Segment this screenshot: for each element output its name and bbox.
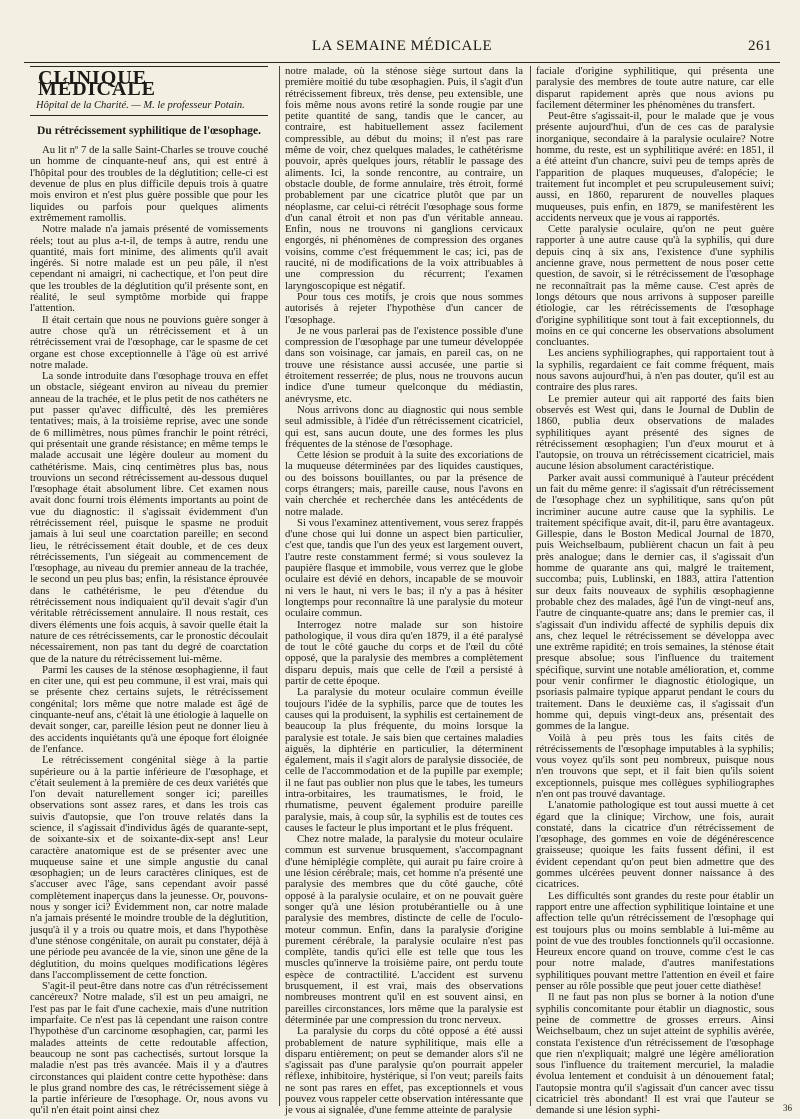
columns-container bbox=[24, 65, 780, 1117]
page-number: 261 bbox=[748, 38, 772, 54]
paragraph: La paralysie du corps du côté opposé a été aussi probablement de nature syphilitique, mais elle a disparu entièrement; on peut se demander alors s'il ne s'agissait pas d'une paralysie qu'on pourrait appeler réflexe, inhibitoire, hystérique, si l'on veut; pareils faits ne sont pas rares en effet, pas exceptionnels et vous pouvez vous rappeler cette observation intéressante que je vous ai signalée, d'une femme atteinte de paralysie bbox=[285, 1025, 524, 1117]
paragraph: Voilà à peu près tous les faits cités de rétrécissements de l'œsophage imputables à la syphilis; vous voyez qu'ils sont peu nombreux, puisque nous n'en trouvons que sept, et il fait bien qu'ils soient exceptionnels, puisque mes collègues syphiliographes n'en ont pas trouvé davantage. bbox=[536, 731, 774, 800]
paragraph: Il était certain que nous ne pouvions guère songer à autre chose qu'à un rétrécissement et à un rétrécissement vrai de l'œsophage, car le spasme de cet organe est chose exceptionnelle à l'âge où est arrivé notre malade. bbox=[30, 313, 268, 371]
paragraph: S'agit-il peut-être dans notre cas d'un rétrécissement cancéreux? Notre malade, s'il est un peu amaigri, ne l'est pas par le fait d'une cachexie, mais d'une nutrition imparfaite. Ce n'est pas là cependant une raison contre l'hypothèse d'un carcinome œsophagien, car, parmi les malades atteints de cette redoutable affection, beaucoup ne sont pas cachectisés, surtout lorsque la maladie n'est pas très avancée. Mais il y a d'autres circonstances qui plaident contre cette hypothèse: dans le plus grand nombre des cas, le rétrécissement siège à la partie inférieure de l'œsophage. Or, nous avons vu qu'il n'en était point ainsi chez bbox=[30, 980, 268, 1117]
paragraph: La sonde introduite dans l'œsophage trouva en effet un obstacle, siégeant environ au niveau du premier anneau de la trachée, et le plus petit de nos cathéters ne put passer qu'avec difficulté, dès les premières tentatives; mais, à la troisième reprise, avec une sonde de 6 millimètres, nous pûmes franchir le point rétréci, qui présentait une grande résistance; en même temps le malade accusait une légère douleur au moment du cathétérisme. Mais, cinq centimètres plus bas, nous trouvions un second rétrécissement au-dessous duquel l'œsophage était absolument libre. Cet examen nous avait donc fourni trois éléments importants au point de vue du diagnostic: il s'agissait évidemment d'un rétrécissement réel, puisque le spasme ne produit jamais à lui seul une coarctation pareille; en second lieu, le rétrécissement était double, et de ces deux rétrécissements, l'un siégeait au commencement de l'œsophage, au niveau du premier anneau de la trachée, le second un peu plus bas; enfin, la résistance éprouvée dans le cathétérisme, le peu d'étendue du rétrécissement nous indiquaient qu'il devait s'agir d'un véritable rétrécissement annulaire. Il nous restait, ces divers éléments une fois acquis, à savoir quelle était la nature de ces rétrécissements, car le pronostic découlait nécessairement, non pas tant du degré de coarctation que de la nature du rétrécissement lui-même. bbox=[30, 370, 268, 665]
paragraph: Parmi les causes de la sténose œsophagienne, il faut en citer une, qui est peu commune, il est vrai, mais qui se présente chez certains sujets, le rétrécissement congénital; lors même que notre malade est âgé de cinquante-neuf ans, c'était là une étiologie à laquelle on devait songer, car, pareille lésion peut ne donner lieu à des accidents inquiétants qu'à une époque fort éloignée de l'enfance. bbox=[30, 663, 268, 755]
running-header bbox=[24, 38, 780, 60]
paragraph: Cette paralysie oculaire, qu'on ne peut guère rapporter à une autre cause qu'à la syphilis, qui dure depuis cinq à six ans, l'existence d'une syphilis ancienne grave, nous permettent de nous poser cette question, de savoir, si le rétrécissement de l'œsophage ne reconnaîtrait pas la même cause. C'est après de longs détours que nous arrivons à supposer pareille étiologie, car les rétrécissements de l'œsophage d'origine syphilitique sont tout à fait exceptionnels, du moins en ce qui concerne les observations absolument concluantes. bbox=[536, 223, 774, 349]
paragraph: notre malade, où la sténose siège surtout dans la première moitié du tube œsophagien. Puis, il s'agit d'un rétrécissement fibreux, très dense, peu extensible, une fois même nous avons retiré la sonde rougie par une petite quantité de sang, tandis que le cancer, au contraire, est habituellement assez facilement compressible, au début du moins; il n'est pas rare même de voir, chez quelques malades, le cathétérisme pouvoir, après quelques jours, rétablir le passage des aliments. Ici, la sonde rencontre, au contraire, un obstacle double, de forme annulaire, très étroit, formé probablement par une cicatrice plutôt que par un néoplasme, car celui-ci rétrécit l'œsophage sous forme d'un canal étroit et non pas d'un véritable anneau. Enfin, nous ne trouvons ni ganglions cervicaux engorgés, ni phénomènes de compression des organes voisins, comme c'est fréquemment le cas; ici, pas de raucité, ni de modifications de la voix attribuables à une compression du récurrent; l'examen laryngoscopique est négatif. bbox=[285, 65, 523, 292]
paragraph: Au lit nº 7 de la salle Saint-Charles se trouve couché un homme de cinquante-neuf ans, qui est entré à l'hôpital pour des troubles de la déglutition; celle-ci est devenue de plus en plus difficile depuis trois à quatre mois environ et n'est plus guère possible que pour les liquides ou parfois pour quelques aliments extrêmement ramollis. bbox=[30, 144, 268, 224]
paragraph: Si vous l'examinez attentivement, vous serez frappés d'une chose qui lui donne un aspect bien particulier, c'est que, tandis que l'un des yeux est largement ouvert, l'autre reste constamment fermé; si vous soulevez la paupière flasque et immobile, vous verrez que le globe oculaire est dévié en dehors, incapable de se mouvoir ni vers le haut, ni vers le bas; il n'y a pas à hésiter longtemps pour reconnaître là une paralysie du moteur oculaire commun. bbox=[285, 516, 523, 620]
paragraph: Le rétrécissement congénital siège à la partie supérieure ou à la partie inférieure de l'œsophage, et c'était seulement à la première de ces deux variétés que l'on devait naturellement songer ici; pareilles observations sont assez rares, et dans les trois cas suivis d'autopsie, que l'on trouve relatés dans la science, il s'agissait d'individus âgés de quarante-sept, de soixante-six et de soixante-dix-sept ans! Leur caractère anatomique est de se présenter avec une muqueuse saine et une simple angustie du canal œsophagien; un de leurs caractères cliniques, est de s'accuser avec l'âge, sans cependant avoir passé complètement inaperçus dans la jeunesse. Or, pouvons-nous y songer ici? Évidemment non, car notre malade n'a jamais présenté le moindre trouble de la déglutition, jusqu'à il y a trois ou quatre mois, et dans l'hypothèse d'une sténose congénitale, on aurait pu constater, déjà à une période peu avancée de la vie, sinon une gêne de la déglutition, du moins quelques modifications légères dans l'accomplissement de cette fonction. bbox=[30, 754, 268, 981]
hospital-line: Hôpital de la Charité. — M. le professeur Potain. bbox=[36, 99, 245, 111]
paragraph: Nous arrivons donc au diagnostic qui nous semble seul admissible, à l'idée d'un rétrécissement cicatriciel, qui est, sans aucun doute, une des formes les plus fréquentes de la sténose de l'œsophage. bbox=[285, 403, 523, 450]
paragraph: Chez notre malade, la paralysie du moteur oculaire commun est survenue brusquement, s'accompagnant d'une hémiplégie complète, qui aurait pu faire croire à une lésion cérébrale; mais, cet homme n'a présenté une paralysie des membres que du côté gauche, côté opposé à la paralysie oculaire, et on ne pouvait guère songer qu'à une lésion protubérantielle ou à une paralysie des membres, distincte de celle de l'oculo-moteur commun. Enfin, dans la paralysie d'origine purement cérébrale, la paralysie oculaire n'est pas complète, tandis qu'ici elle est telle que tous les muscles qu'innerve la troisième paire, ont perdu toute espèce de contractilité. L'accident est survenu brusquement, il est vrai, mais des observations nombreuses montrent qu'il en est souvent ainsi, en pareilles circonstances, lors même que la paralysie est déterminée par une compression du tronc nerveux. bbox=[285, 833, 523, 1026]
column-2 bbox=[285, 65, 524, 1117]
paragraph: La paralysie du moteur oculaire commun éveille toujours l'idée de la syphilis, parce que de toutes les causes qui la produisent, la syphilis est certainement de beaucoup la plus fréquente, du moins lorsque la paralysie est totale. Je sais bien que certaines maladies aiguës, la diphtérie en particulier, la déterminent également, mais il s'agit alors de paralysie dissociée, de celle de l'accommodation et de la pupille par exemple; il ne faut pas oublier non plus que le tabes, les tumeurs intra-orbitaires, les traumatismes, le froid, le rhumatisme, peuvent également produire pareille paralysie, mais, à coup sûr, la syphilis est de toutes ces causes le facteur le plus important et le plus fréquent. bbox=[285, 686, 523, 834]
column-3-text bbox=[536, 66, 774, 1117]
paragraph: Je ne vous parlerai pas de l'existence possible d'une compression de l'œsophage par une tumeur développée dans son voisinage, car jamais, en pareil cas, on ne trouve une résistance aussi accusée, une partie si étroitement resserrée; de plus, nous ne trouvons aucun indice d'une tumeur quelconque du médiastin, anévrysme, etc. bbox=[285, 324, 523, 405]
header-rule bbox=[24, 62, 780, 63]
paragraph: Interrogez notre malade sur son histoire pathologique, il vous dira qu'en 1879, il a été paralysé de tout le côté gauche du corps et de l'œil du côté opposé, que la paralysie des membres a complètement disparu depuis, mais que celle de l'œil a persisté à partir de cette époque. bbox=[285, 618, 523, 688]
paragraph: Parker avait aussi communiqué à l'auteur précédent un fait du même genre: il s'agissait d'un rétrécissement de l'œsophage chez un syphilitique, sans qu'on pût incriminer aucune autre cause que la syphilis. Le traitement spécifique avait, dit-il, paru être avantageux. Gillespie, dans le Boston Medical Journal de 1870, puis Weichselbaum, publièrent chacun un fait à peu près analogue; dans le dernier cas, il s'agissait d'un homme de quarante ans qui, malgré le traitement, succomba; puis, Lublinski, en 1883, attira l'attention sur deux faits nouveaux de syphilis œsophagienne probable chez des malades, âgé l'un de vingt-neuf ans, l'autre de cinquante-quatre ans; dans le premier cas, il s'agissait d'un individu affecté de syphilis depuis dix ans, chez lequel le rétrécissement se développa avec une extrême rapidité; en trois semaines, la sténose était presque absolue; sous l'influence du traitement spécifique, survint une notable amélioration, et, comme pour venir confirmer le diagnostic étiologique, un psoriasis palmaire typique apparut pendant le cours du traitement. Dans le deuxième cas, il s'agissait d'un homme qui, depuis vingt-deux ans, présentait des gommes de la langue. bbox=[536, 471, 774, 733]
paragraph: Peut-être s'agissait-il, pour le malade que je vous présente aujourd'hui, d'un de ces cas de paralysie inorganique, secondaire à la paralysie oculaire? Notre homme, du reste, est un syphilitique avéré: en 1851, il a été atteint d'un chancre, suivi peu de temps après de l'apparition de plaques muqueuses, d'alopécie; le traitement fut incomplet et peu scrupuleusement suivi; aussi, en 1860, reparurent de nouvelles plaques muqueuses, puis enfin, en 1879, se manifestèrent les accidents nerveux que je vous ai rapportés. bbox=[536, 110, 774, 224]
paragraph: Les anciens syphiliographes, qui rapportaient tout à la syphilis, regardaient ce fait comme fréquent, mais nous savons aujourd'hui, à n'en pas douter, qu'il est au contraire des plus rares. bbox=[536, 347, 774, 394]
column-2-text bbox=[285, 66, 523, 1117]
column-3 bbox=[536, 65, 774, 1117]
paragraph: Il ne faut pas non plus se borner à la notion d'une syphilis concomitante pour établir un diagnostic, sous peine de commettre de grosses erreurs. Ainsi Weichselbaum, chez un sujet atteint de syphilis avérée, constata l'existence d'un rétrécissement de l'œsophage que rien n'expliquait; malgré une légère amélioration sous l'influence du traitement mercuriel, la maladie évolua lentement et conduisit à un dénouement fatal; l'autopsie montra qu'il s'agissait d'un cancer avec tissu cicatriciel très abondant! Il est vrai que l'auteur se demande si une lésion syphi- bbox=[536, 991, 774, 1117]
paragraph: Cette lésion se produit à la suite des excoriations de la muqueuse déterminées par des liquides caustiques, ou des boissons bouillantes, ou par la présence de corps étrangers; mais, pareille cause, nous l'avons en vain cherchée et recherchée dans les antécédents de notre malade. bbox=[285, 449, 523, 518]
column-1-text bbox=[30, 145, 268, 1117]
paragraph: Les difficultés sont grandes du reste pour établir un rapport entre une affection syphilitique lointaine et une affection telle qu'un rétrécissement de l'œsophage qui est toujours plus ou moins semblable à lui-même au point de vue des troubles fonctionnels qu'il occasionne. Heureux encore quand on trouve, comme c'est le cas pour notre malade, d'autres manifestations syphilitiques pouvant mettre l'attention en éveil et faire penser au rôle possible que peut jouer cette diathèse! bbox=[536, 889, 774, 993]
paragraph: Le premier auteur qui ait rapporté des faits bien observés est West qui, dans le Journal de Dublin de 1860, publia deux observations de malades syphilitiques ayant présenté des signes de rétrécissement œsophagien; l'un d'eux mourut et à l'autopsie, on trouva un rétrécissement cicatriciel, mais aucune lésion absolument caractéristique. bbox=[536, 392, 774, 473]
column-1 bbox=[30, 66, 268, 1117]
paragraph: faciale d'origine syphilitique, qui présenta une paralysie des membres de toute autre nature, car elle disparut rapidement après que nous avions pu facilement déterminer les phénomènes du transfert. bbox=[536, 65, 774, 111]
article-title: Du rétrécissement syphilitique de l'œsophage. bbox=[37, 124, 261, 137]
paragraph: Pour tous ces motifs, je crois que nous sommes autorisés à rejeter l'hypothèse d'un cancer de l'œsophage. bbox=[285, 290, 523, 326]
paragraph: L'anatomie pathologique est tout aussi muette à cet égard que la clinique; Virchow, une fois, aurait constaté, dans la cicatrice d'un rétrécissement de l'œsophage, des gommes en voie de dégénérescence graisseuse; quoique les faits fussent défini, il est évident cependant qu'on peut bien admettre que des gommes ulcérées peuvent donner naissance à des cicatrices. bbox=[536, 799, 774, 891]
paragraph: Notre malade n'a jamais présenté de vomissements réels; tout au plus a-t-il, de temps à autre, rendu une quantité, mais fort minime, des aliments qu'il avait ingérés. Si notre malade est un peu pâle, il n'est cependant ni amaigri, ni cachectique, et l'on peut dire que les troubles de la déglutition qu'il présente sont, en réalité, le seul symptôme morbide qui frappe l'attention. bbox=[30, 223, 268, 315]
journal-title: LA SEMAINE MÉDICALE bbox=[311, 38, 493, 54]
section-header bbox=[30, 66, 268, 116]
section-title: CLINIQUE MÉDICALE bbox=[38, 67, 157, 101]
signature-mark: 36 bbox=[783, 1103, 792, 1113]
